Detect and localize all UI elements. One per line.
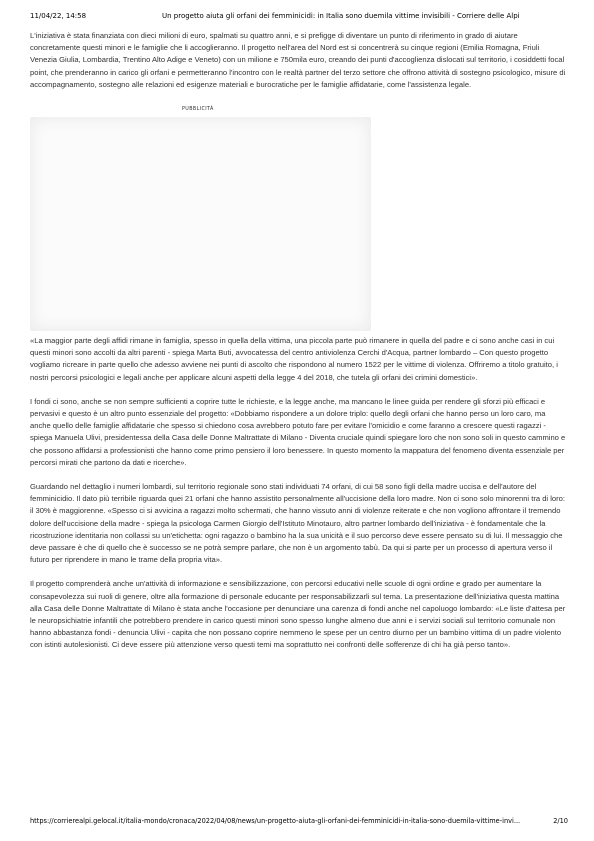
article-paragraph: Il progetto comprenderà anche un'attività di informazione e sensibilizzazione, con percorsi educativi nelle scuole di ogni ordine e grado per aumentare la consapevolezza sui ruoli di genere, oltre alla formazione di personale educante per responsabilizzarli sul tema. La presentazione dell'iniziativa questa mattina alla Casa delle Donne Maltrattate di Milano è stata anche l'occasione per denunciare una carenza di fondi anche nel capoluogo lombardo: «Le liste d'attesa per le neuropsichiatrie infantili che potrebbero prendere in carico questi minori sono spesso lunghe almeno due anni e i servizi sociali sul territorio comunale non hanno abbastanza fondi - denuncia Ulivi - capita che non possano coprire nemmeno le spese per un centro diurno per un bambino vittima di un padre violento con istinti autolesionisti. Ci deve essere più attenzione verso questi temi ma soprattutto nei confronti delle sofferenze di chi ha già perso tanto». [30, 579, 566, 650]
article-paragraph: I fondi ci sono, anche se non sempre sufficienti a coprire tutte le richieste, e la legge anche, ma mancano le linee guida per rendere gli sforzi più efficaci e pervasivi e questo è un altro punto essenziale del progetto: «Dobbiamo rispondere a un dolore triplo: quello degli orfani che hanno perso un loro caro, ma anche quello delle famiglie affidatarie che spesso si chiedono cosa avrebbero potuto fare per evitare l'omicidio e come faranno a crescere questi ragazzi - spiega Manuela Ulivi, presidentessa della Casa delle Donne Maltrattate di Milano - Diventa cruciale quindi spiegare loro che non sono soli in questo cammino e che possono affidarsi a professionisti che hanno come primo pensiero il loro benessere. In questo momento la mappatura del fenomeno diventa essenziale per percorsi mirati che partono da dati e ricerche». [30, 396, 566, 467]
print-page-title: Un progetto aiuta gli orfani dei femminicidi: in Italia sono duemila vittime invisibili - Corriere delle Alpi [162, 12, 520, 20]
article-paragraph: Guardando nel dettaglio i numeri lombardi, sul territorio regionale sono stati individuati 74 orfani, di cui 58 sono figli della madre uccisa e dell'autore del femminicidio. Il dato più terribile riguarda quei 21 orfani che hanno assistito personalmente all'uccisione della loro madre. Non ci sono solo minorenni tra di loro: il 30% è maggiorenne. «Spesso ci si avvicina a ragazzi molto schermati, che hanno vissuto anni di violenze reiterate e che non vogliono affrontare il tremendo dolore dell'uccisione della madre - spiega la psicologa Carmen Giorgio dell'Istituto Minotauro, altro partner lombardo dell'iniziativa - è fondamentale che la ricostruzione identitaria non collassi su un'etichetta: ogni ragazzo o bambino ha la sua unicità e il suo percorso deve essere pensato su di lui. Il messaggio che deve passare è che di quello che è successo se ne potrà sempre parlare, che non è un argomento tabù. Da qui si parte per un processo di apertura verso il futuro per riprendere in mano le trame della propria vita». [30, 482, 565, 565]
article-paragraph: «La maggior parte degli affidi rimane in famiglia, spesso in quella della vittima, una piccola parte può rimanere in quella del padre e ci sono anche casi in cui questi minori sono accolti da altri parenti - spiega Marta Buti, avvocatessa del centro antiviolenza Cerchi d'Acqua, partner lombardo – Con questo progetto vogliamo ricreare in parte quello che adesso avviene nei punti di ascolto che rispondono al numero 1522 per le vittime di violenza. Offriremo a titolo gratuito, i nostri percorsi psicologici e legali anche per applicare alcuni aspetti della legge 4 del 2018, che tutela gli orfani dei crimini domestici». [30, 336, 558, 382]
print-url: https://corrierealpi.gelocal.it/italia-mondo/cronaca/2022/04/08/news/un-progetto-aiuta-gli-orfani-dei-femminicidi-in-italia-sono-duemila-vittime-invi... [30, 817, 521, 825]
print-header [0, 12, 594, 22]
print-date: 11/04/22, 14:58 [30, 12, 87, 20]
article-body [30, 30, 566, 652]
print-footer [0, 817, 594, 827]
article-paragraph: L'iniziativa è stata finanziata con dieci milioni di euro, spalmati su quattro anni, e si prefigge di diventare un punto di riferimento in grado di aiutare concretamente questi minori e le famiglie che li accoglieranno. Il progetto nell'area del Nord est si concentrerà su cinque regioni (Emilia Romagna, Friuli Venezia Giulia, Lombardia, Trentino Alto Adige e Veneto) con un milione e 750mila euro, creando dei punti d'accoglienza dislocati sul territorio, i cosiddetti focal point, che prenderanno in carico gli orfani e permetteranno l'incontro con le realtà partner del terzo settore che offrono attività di sostegno psicologico, misure di accompagnamento, sostegno alle relazioni ed esigenze materiali e burocratiche per le famiglie affidatarie, come l'assistenza legale. [30, 31, 566, 89]
page-number: 2/10 [553, 817, 568, 825]
advertisement-placeholder[interactable] [30, 117, 371, 331]
advertisement-label: PUBBLICITÀ [182, 107, 214, 113]
advertisement-block [30, 105, 566, 333]
